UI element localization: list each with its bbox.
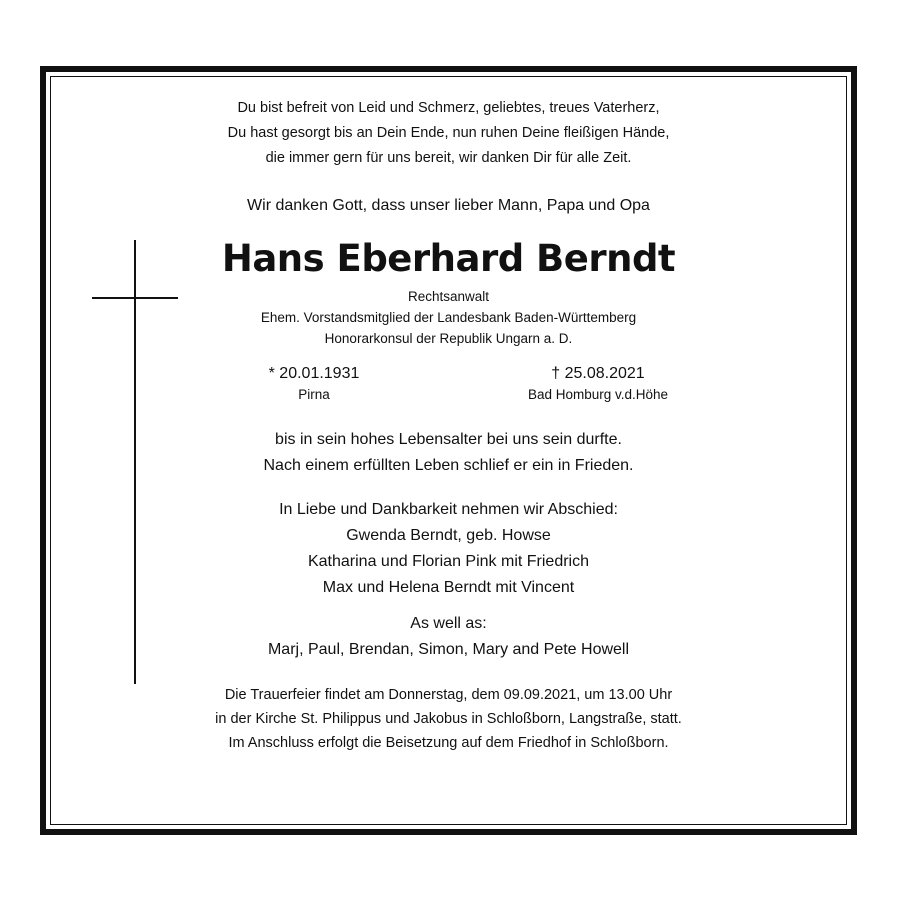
ceremony-line: in der Kirche St. Philippus und Jakobus in Schloßborn, Langstraße, statt. — [215, 711, 682, 727]
life-text — [60, 427, 837, 479]
poem — [60, 96, 837, 171]
title-line: Rechtsanwalt — [407, 289, 490, 304]
additional-family-line: Marj, Paul, Brendan, Simon, Mary and Pete Howell — [267, 641, 630, 658]
poem-line: die immer gern für uns bereit, wir danken Dir für alle Zeit. — [265, 150, 632, 166]
family-line: Katharina und Florian Pink mit Friedrich — [307, 553, 589, 570]
ceremony-line: Die Trauerfeier findet am Donnerstag, dem 09.09.2021, um 13.00 Uhr — [224, 687, 673, 703]
life-text-line: bis in sein hohes Lebensalter bei uns sein durfte. — [275, 431, 622, 448]
deceased-name: Hans Eberhard Berndt — [221, 237, 676, 280]
birth-place: Pirna — [298, 387, 330, 402]
additional-family — [60, 611, 837, 663]
life-text-line: Nach einem erfüllten Leben schlief er ein in Frieden. — [263, 457, 634, 474]
poem-line: Du hast gesorgt bis an Dein Ende, nun ruhen Deine fleißigen Hände, — [227, 125, 670, 141]
death-place: Bad Homburg v.d.Höhe — [527, 387, 669, 402]
ceremony-info — [60, 683, 837, 755]
intro-text: Wir danken Gott, dass unser lieber Mann, Papa und Opa — [247, 197, 650, 214]
family-line: In Liebe und Dankbarkeit nehmen wir Abschied: — [279, 501, 618, 518]
title-line: Honorarkonsul der Republik Ungarn a. D. — [324, 331, 573, 346]
family-line: Max und Helena Berndt mit Vincent — [322, 579, 575, 596]
family-list — [60, 497, 837, 601]
death-date: † 25.08.2021 — [551, 365, 645, 382]
ceremony-line: Im Anschluss erfolgt die Beisetzung auf dem Friedhof in Schloßborn. — [228, 735, 669, 751]
death-info — [478, 363, 718, 405]
obituary-content — [60, 96, 837, 755]
life-dates — [60, 363, 837, 407]
poem-line: Du bist befreit von Leid und Schmerz, geliebtes, treues Vaterherz, — [237, 100, 660, 116]
titles — [60, 286, 837, 349]
birth-info — [194, 363, 434, 405]
birth-date: * 20.01.1931 — [268, 365, 360, 382]
title-line: Ehem. Vorstandsmitglied der Landesbank Baden-Württemberg — [260, 310, 637, 325]
family-line: Gwenda Berndt, geb. Howse — [346, 527, 551, 544]
additional-family-line: As well as: — [410, 615, 487, 632]
